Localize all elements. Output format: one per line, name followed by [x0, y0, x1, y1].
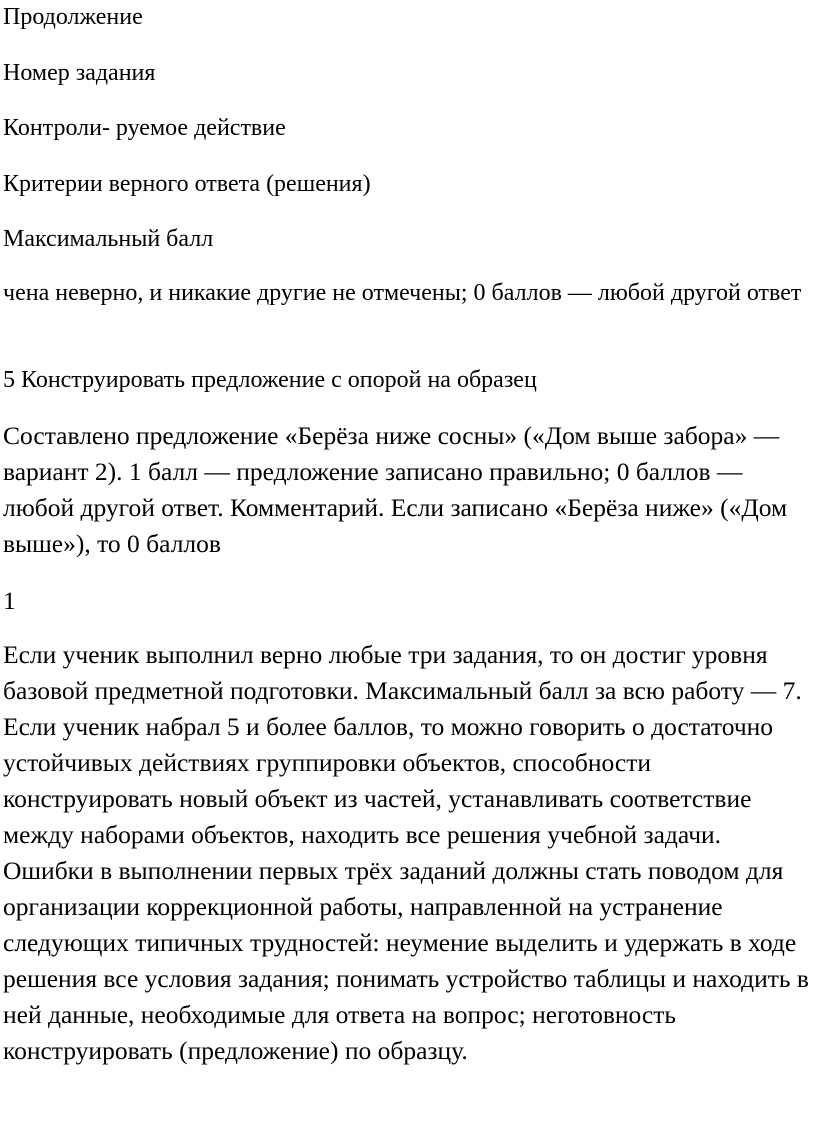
- previous-row-criteria: чена неверно, и никакие другие не отмечены; 0 баллов — любой другой ответ: [3, 280, 802, 306]
- task5-max-score: 1: [3, 586, 16, 615]
- task5-criteria: Составлено предложение «Берёза ниже сосны» («Дом выше забора» — вариант 2). 1 балл — предложение записано правильно; 0 баллов — любой другой ответ. Комментарий. Если записано «Берёза ниже» («Дом выше»), то 0 баллов: [3, 421, 788, 558]
- header-controlled-action: Контроли- руемое действие: [3, 115, 286, 141]
- header-task-number: Номер задания: [3, 60, 156, 86]
- summary-paragraph: Если ученик выполнил верно любые три задания, то он достиг уровня базовой предметной подготовки. Максимальный балл за всю работу — 7. Если ученик набрал 5 и более баллов, то можно говорить о достаточно устойчивых действиях группировки объектов, способности конструировать новый объект из частей, устанавливать соответствие между наборами объектов, находить все решения учебной задачи. Ошибки в выполнении первых трёх заданий должны стать поводом для организации коррекционной работы, направленной на устранение следующих типичных трудностей: неумение выделить и удержать в ходе решения все условия задания; понимать устройство таблицы и находить в ней данные, необходимые для ответа на вопрос; неготовность конструировать (предложение) по образцу.: [3, 640, 809, 1065]
- header-criteria: Критерии верного ответа (решения): [3, 171, 371, 197]
- continuation-label: Продолжение: [3, 4, 143, 30]
- header-max-score: Максимальный балл: [3, 226, 214, 252]
- task5-number-action: 5 Конструировать предложение с опорой на образец: [3, 367, 537, 393]
